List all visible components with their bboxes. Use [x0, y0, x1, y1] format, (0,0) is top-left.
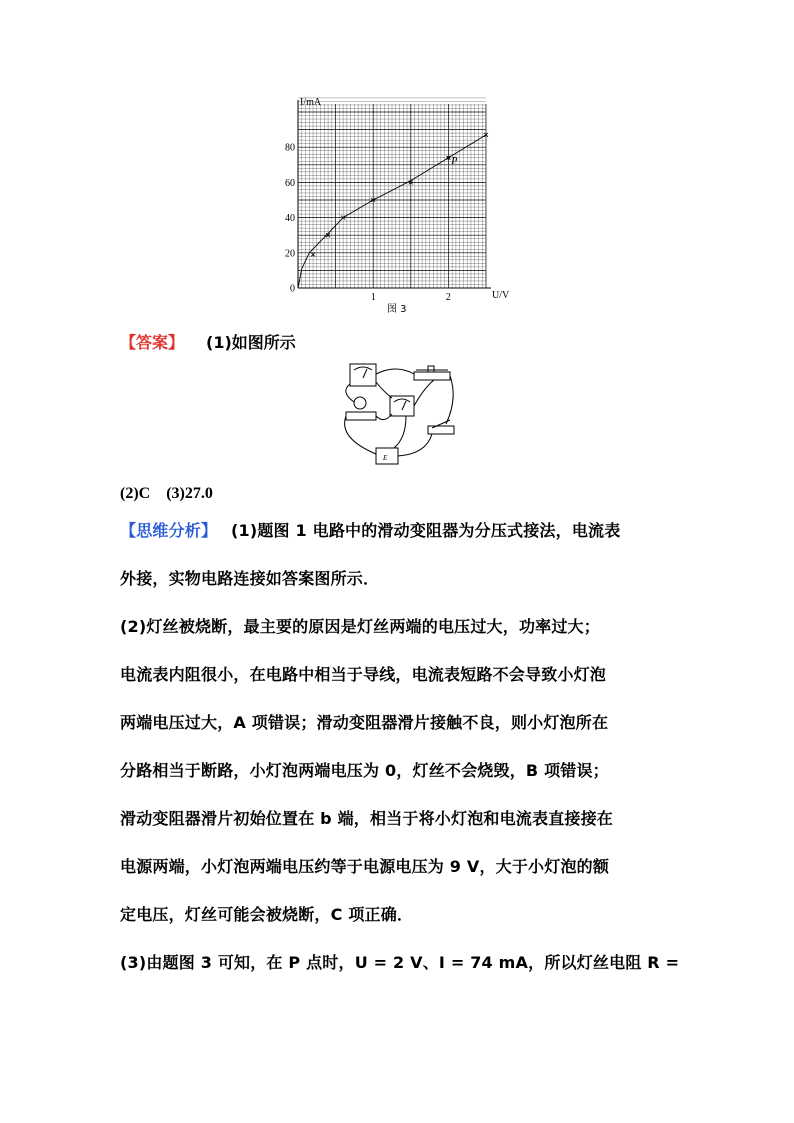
figure-caption: 图 3: [387, 304, 407, 315]
analysis-line-9: 定电压，灯丝可能会被烧断，C 项正确．: [120, 905, 414, 924]
analysis-p1-text: (1)题图 1 电路中的滑动变阻器为分压式接法，电流表: [230, 521, 621, 540]
analysis-line-4: 电流表内阻很小，在电路中相当于导线，电流表短路不会导致小灯泡: [120, 665, 607, 684]
x-axis-label: U/V: [492, 290, 510, 301]
switch-icon: [428, 426, 454, 434]
circuit-diagram: [336, 358, 460, 470]
analysis-tag: 【思维分析】: [120, 521, 218, 540]
x-tick-labels: [371, 292, 451, 303]
rheostat-icon: [414, 372, 450, 380]
analysis-line-5: 两端电压过大，A 项错误；滑动变阻器滑片接触不良，则小灯泡所在: [120, 713, 609, 732]
analysis-line-7: 滑动变阻器滑片初始位置在 b 端，相当于将小灯泡和电流表直接接在: [120, 809, 613, 828]
analysis-line-6: 分路相当于断路，小灯泡两端电压为 0，灯丝不会烧毁，B 项错误；: [120, 761, 609, 780]
answer-text: (1)如图所示: [206, 333, 296, 352]
answer-line2: (2)C (3)27.0: [120, 485, 213, 502]
answer-tag: 【答案】: [120, 333, 185, 352]
svg-text:E: E: [383, 454, 388, 462]
y-tick-label: 80: [285, 142, 295, 154]
analysis-line-8: 电源两端，小灯泡两端电压约等于电源电压为 9 V，大于小灯泡的额: [120, 857, 610, 876]
x-tick-label: 2: [445, 292, 451, 303]
bulb-icon: [354, 397, 366, 409]
analysis-line-10: (3)由题图 3 可知，在 P 点时，U = 2 V、I = 74 mA，所以灯丝电阻 R =: [120, 953, 680, 972]
y-tick-label: 20: [285, 248, 295, 260]
y-tick-label: 40: [285, 213, 295, 225]
y-tick-labels: [285, 143, 295, 295]
y-tick-label: 60: [285, 177, 295, 189]
chart-grid: [298, 98, 486, 288]
analysis-line-1: [120, 518, 620, 541]
point-p-dot: [447, 156, 450, 159]
y-tick-label: 0: [290, 283, 295, 295]
analysis-line-3: (2)灯丝被烧断，最主要的原因是灯丝两端的电压过大，功率过大；: [120, 617, 600, 636]
analysis-line-2: 外接，实物电路连接如答案图所示．: [120, 569, 380, 588]
y-axis-label: I/mA: [300, 97, 322, 108]
figure3-iu-graph: [283, 92, 523, 317]
point-p-label: P: [451, 155, 458, 167]
answer-row: [120, 330, 296, 353]
x-tick-label: 1: [370, 292, 376, 303]
